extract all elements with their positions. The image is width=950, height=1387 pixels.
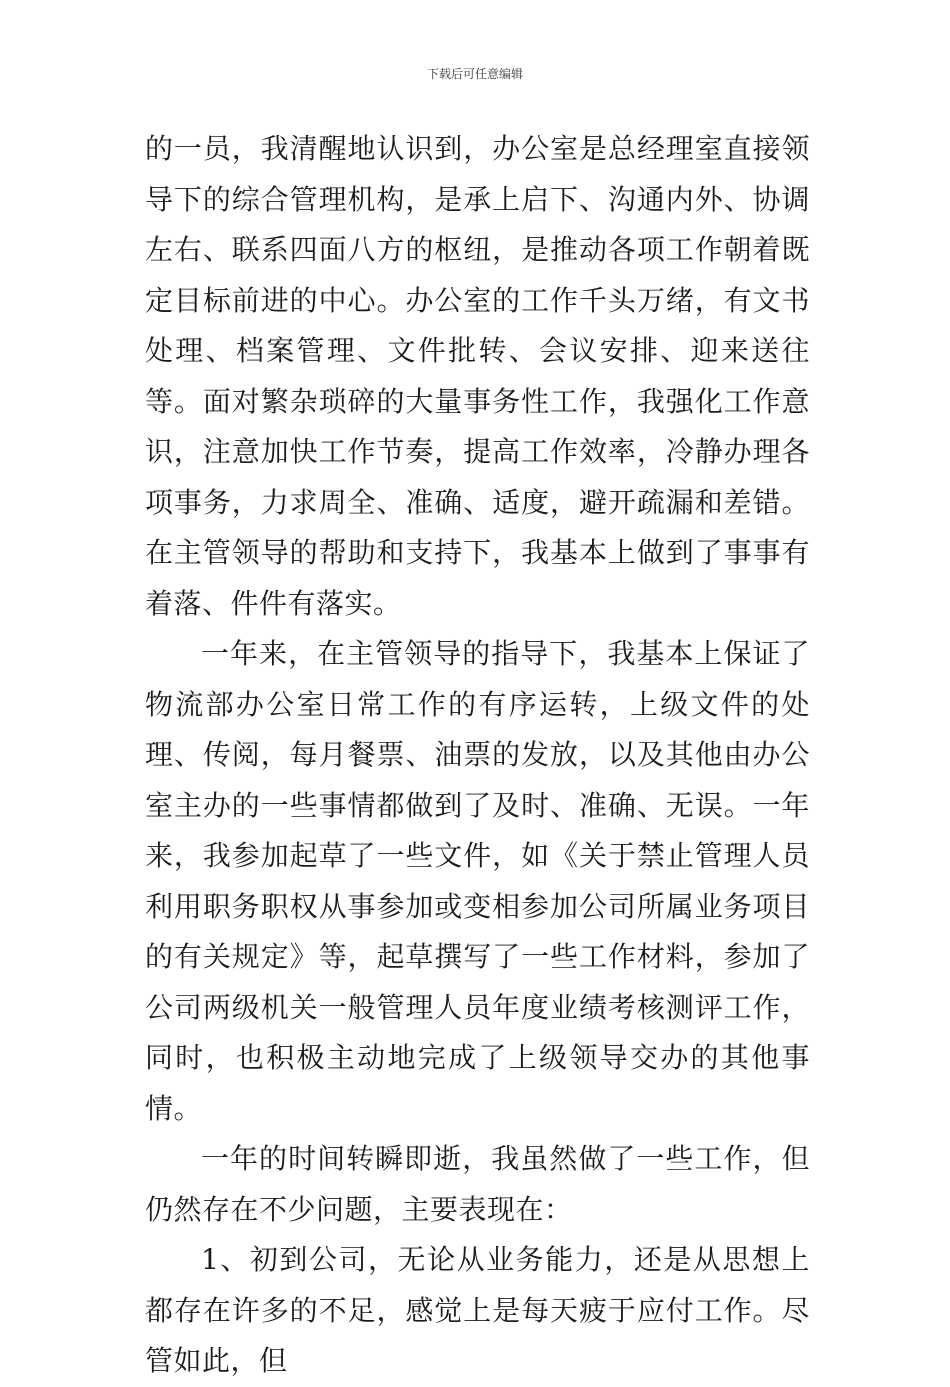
paragraph-problem-1: 1、初到公司，无论从业务能力，还是从思想上都存在许多的不足，感觉上是每天疲于应付工作。尽管如此，但: [145, 1243, 810, 1377]
paragraph-yearly-work: 一年来，在主管领导的指导下，我基本上保证了物流部办公室日常工作的有序运转，上级文件的处理、传阅，每月餐票、油票的发放，以及其他由办公室主办的一些事情都做到了及时、准确、无误。一年来，我参加起草了一些文件，如《关于禁止管理人员利用职务职权从事参加或变相参加公司所属业务项目的有关规定》等，起草撰写了一些工作材料，参加了公司两级机关一般管理人员年度业绩考核测评工作，同时，也积极主动地完成了上级领导交办的其他事情。: [145, 637, 810, 1125]
paragraph-continuation: 的一员，我清醒地认识到，办公室是总经理室直接领导下的综合管理机构，是承上启下、沟通内外、协调左右、联系四面八方的枢纽，是推动各项工作朝着既定目标前进的中心。办公室的工作千头万绪，有文书处理、档案管理、文件批转、会议安排、迎来送往等。面对繁杂琐碎的大量事务性工作，我强化工作意识，注意加快工作节奏，提高工作效率，冷静办理各项事务，力求周全、准确、适度，避开疏漏和差错。在主管领导的帮助和支持下，我基本上做到了事事有着落、件件有落实。: [145, 132, 810, 620]
page-header: 下载后可任意编辑: [426, 67, 523, 81]
document-body: [145, 124, 810, 1387]
paragraph-problems-intro: 一年的时间转瞬即逝，我虽然做了一些工作，但仍然存在不少问题，主要表现在：: [145, 1142, 810, 1226]
